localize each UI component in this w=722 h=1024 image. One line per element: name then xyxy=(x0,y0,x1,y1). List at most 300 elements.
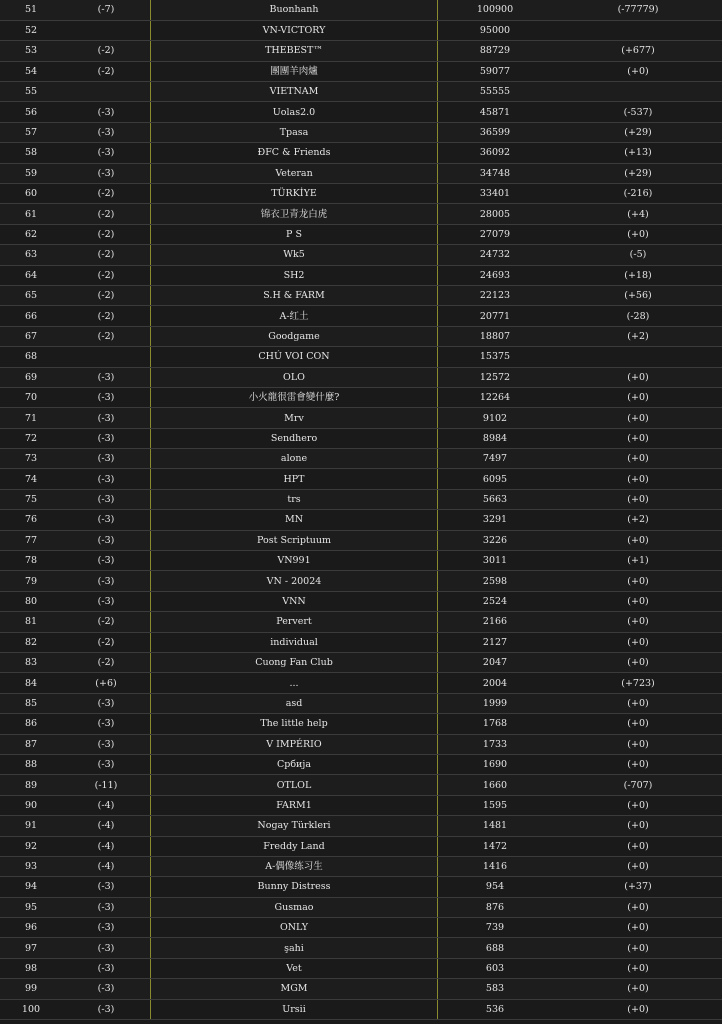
guild-name-cell: Veteran xyxy=(151,163,438,183)
rank-change-cell: (-3) xyxy=(62,734,151,754)
rank-change-cell: (-3) xyxy=(62,428,151,448)
guild-name-cell: OTLOL xyxy=(151,775,438,795)
score-change-cell: (+0) xyxy=(552,530,722,550)
table-row xyxy=(0,61,722,81)
table-row xyxy=(0,102,722,122)
score-change-cell: (+0) xyxy=(552,754,722,774)
rank-change-cell: (-2) xyxy=(62,326,151,346)
score-cell: 1999 xyxy=(438,693,553,713)
score-cell: 15375 xyxy=(438,347,553,367)
guild-name-cell: individual xyxy=(151,632,438,652)
rank-cell: 64 xyxy=(0,265,62,285)
guild-name-cell: THEBEST™ xyxy=(151,41,438,61)
table-row xyxy=(0,306,722,326)
table-row xyxy=(0,591,722,611)
rank-change-cell: (-3) xyxy=(62,489,151,509)
score-change-cell: (+0) xyxy=(552,224,722,244)
score-cell: 20771 xyxy=(438,306,553,326)
score-cell: 100900 xyxy=(438,0,553,20)
score-cell: 34748 xyxy=(438,163,553,183)
table-row xyxy=(0,224,722,244)
rank-cell: 85 xyxy=(0,693,62,713)
score-change-cell: (+0) xyxy=(552,979,722,999)
rank-cell: 79 xyxy=(0,571,62,591)
score-change-cell: (+0) xyxy=(552,938,722,958)
table-row xyxy=(0,449,722,469)
table-row xyxy=(0,0,722,20)
score-change-cell: (-5) xyxy=(552,245,722,265)
score-change-cell: (+0) xyxy=(552,408,722,428)
guild-name-cell: Wk5 xyxy=(151,245,438,265)
table-row xyxy=(0,754,722,774)
rank-change-cell: (-2) xyxy=(62,653,151,673)
guild-name-cell: Freddy Land xyxy=(151,836,438,856)
guild-name-cell: Tpasa xyxy=(151,122,438,142)
rank-cell: 86 xyxy=(0,714,62,734)
score-cell: 12572 xyxy=(438,367,553,387)
score-cell: 22123 xyxy=(438,285,553,305)
guild-name-cell: trs xyxy=(151,489,438,509)
score-change-cell xyxy=(552,20,722,40)
table-row xyxy=(0,897,722,917)
guild-name-cell: VN - 20024 xyxy=(151,571,438,591)
rank-cell: 81 xyxy=(0,612,62,632)
rank-cell: 84 xyxy=(0,673,62,693)
rank-cell: 63 xyxy=(0,245,62,265)
rank-cell: 56 xyxy=(0,102,62,122)
rank-change-cell: (-3) xyxy=(62,122,151,142)
rank-change-cell: (-3) xyxy=(62,714,151,734)
score-change-cell: (+0) xyxy=(552,999,722,1019)
table-row xyxy=(0,184,722,204)
score-change-cell: (+18) xyxy=(552,265,722,285)
rank-change-cell: (-3) xyxy=(62,469,151,489)
score-change-cell: (-707) xyxy=(552,775,722,795)
rank-cell: 70 xyxy=(0,387,62,407)
rank-change-cell: (-3) xyxy=(62,143,151,163)
guild-name-cell: A-红土 xyxy=(151,306,438,326)
score-change-cell: (-216) xyxy=(552,184,722,204)
rank-cell: 90 xyxy=(0,795,62,815)
table-row xyxy=(0,204,722,224)
table-row xyxy=(0,367,722,387)
guild-name-cell: Србија xyxy=(151,754,438,774)
table-row xyxy=(0,918,722,938)
rank-cell: 94 xyxy=(0,877,62,897)
score-cell: 7497 xyxy=(438,449,553,469)
score-cell: 1733 xyxy=(438,734,553,754)
rank-change-cell: (-2) xyxy=(62,285,151,305)
rank-change-cell: (-3) xyxy=(62,387,151,407)
rank-change-cell xyxy=(62,347,151,367)
rank-cell: 98 xyxy=(0,958,62,978)
rank-change-cell: (-2) xyxy=(62,245,151,265)
score-change-cell: (-537) xyxy=(552,102,722,122)
table-row xyxy=(0,714,722,734)
score-change-cell: (-77779) xyxy=(552,0,722,20)
table-row xyxy=(0,143,722,163)
table-row xyxy=(0,82,722,102)
rank-change-cell: (-11) xyxy=(62,775,151,795)
score-change-cell: (-28) xyxy=(552,306,722,326)
rank-cell: 92 xyxy=(0,836,62,856)
score-cell: 2004 xyxy=(438,673,553,693)
rank-cell: 80 xyxy=(0,591,62,611)
rank-cell: 60 xyxy=(0,184,62,204)
score-change-cell: (+0) xyxy=(552,591,722,611)
rank-change-cell: (-3) xyxy=(62,877,151,897)
rank-cell: 99 xyxy=(0,979,62,999)
rank-change-cell: (-3) xyxy=(62,571,151,591)
rank-cell: 54 xyxy=(0,61,62,81)
rank-change-cell: (-2) xyxy=(62,265,151,285)
guild-name-cell: OLO xyxy=(151,367,438,387)
rank-cell: 91 xyxy=(0,816,62,836)
score-cell: 28005 xyxy=(438,204,553,224)
score-change-cell: (+0) xyxy=(552,958,722,978)
score-change-cell: (+37) xyxy=(552,877,722,897)
score-change-cell: (+0) xyxy=(552,653,722,673)
table-row xyxy=(0,856,722,876)
score-cell: 88729 xyxy=(438,41,553,61)
rank-cell: 96 xyxy=(0,918,62,938)
rank-cell: 59 xyxy=(0,163,62,183)
rank-change-cell: (-3) xyxy=(62,551,151,571)
table-row xyxy=(0,632,722,652)
guild-name-cell: Uolas2.0 xyxy=(151,102,438,122)
rank-change-cell: (-3) xyxy=(62,958,151,978)
rank-change-cell: (-3) xyxy=(62,449,151,469)
score-cell: 1660 xyxy=(438,775,553,795)
score-change-cell: (+723) xyxy=(552,673,722,693)
guild-name-cell: VIETNAM xyxy=(151,82,438,102)
score-cell: 876 xyxy=(438,897,553,917)
table-row xyxy=(0,41,722,61)
rank-change-cell: (-2) xyxy=(62,224,151,244)
score-cell: 5663 xyxy=(438,489,553,509)
score-change-cell: (+0) xyxy=(552,918,722,938)
score-cell: 3291 xyxy=(438,510,553,530)
score-cell: 739 xyxy=(438,918,553,938)
table-row xyxy=(0,347,722,367)
score-change-cell: (+0) xyxy=(552,612,722,632)
rank-cell: 68 xyxy=(0,347,62,367)
rank-cell: 87 xyxy=(0,734,62,754)
rank-change-cell: (-3) xyxy=(62,999,151,1019)
score-cell: 1690 xyxy=(438,754,553,774)
score-cell: 536 xyxy=(438,999,553,1019)
score-change-cell: (+0) xyxy=(552,856,722,876)
score-change-cell: (+0) xyxy=(552,897,722,917)
score-change-cell: (+2) xyxy=(552,510,722,530)
table-row xyxy=(0,489,722,509)
score-change-cell: (+29) xyxy=(552,122,722,142)
rank-cell: 93 xyxy=(0,856,62,876)
rank-change-cell: (-2) xyxy=(62,612,151,632)
score-change-cell: (+0) xyxy=(552,449,722,469)
guild-name-cell: HPT xyxy=(151,469,438,489)
score-cell: 603 xyxy=(438,958,553,978)
score-cell: 36092 xyxy=(438,143,553,163)
score-change-cell: (+0) xyxy=(552,795,722,815)
table-row xyxy=(0,387,722,407)
guild-name-cell: Gusmao xyxy=(151,897,438,917)
score-change-cell: (+0) xyxy=(552,61,722,81)
score-change-cell: (+0) xyxy=(552,367,722,387)
table-row xyxy=(0,265,722,285)
score-change-cell: (+2) xyxy=(552,326,722,346)
table-row xyxy=(0,163,722,183)
guild-name-cell: ... xyxy=(151,673,438,693)
guild-name-cell: SH2 xyxy=(151,265,438,285)
rank-cell: 53 xyxy=(0,41,62,61)
rank-cell: 73 xyxy=(0,449,62,469)
score-cell: 6095 xyxy=(438,469,553,489)
guild-name-cell: Vet xyxy=(151,958,438,978)
rank-change-cell: (-7) xyxy=(62,0,151,20)
rank-change-cell: (-3) xyxy=(62,530,151,550)
score-cell: 2047 xyxy=(438,653,553,673)
score-change-cell: (+0) xyxy=(552,734,722,754)
rank-change-cell: (-3) xyxy=(62,693,151,713)
guild-name-cell: TÜRKİYE xyxy=(151,184,438,204)
score-cell: 95000 xyxy=(438,20,553,40)
score-cell: 36599 xyxy=(438,122,553,142)
table-row xyxy=(0,795,722,815)
rank-change-cell: (-2) xyxy=(62,41,151,61)
rank-change-cell: (-3) xyxy=(62,918,151,938)
guild-name-cell: S.H & FARM xyxy=(151,285,438,305)
guild-name-cell: Sendhero xyxy=(151,428,438,448)
score-cell: 954 xyxy=(438,877,553,897)
table-row xyxy=(0,408,722,428)
table-row xyxy=(0,938,722,958)
rank-cell: 78 xyxy=(0,551,62,571)
table-row xyxy=(0,510,722,530)
rank-change-cell: (-4) xyxy=(62,795,151,815)
guild-name-cell: MN xyxy=(151,510,438,530)
table-row xyxy=(0,571,722,591)
rank-cell: 82 xyxy=(0,632,62,652)
rank-change-cell: (-3) xyxy=(62,754,151,774)
score-change-cell: (+0) xyxy=(552,428,722,448)
table-row xyxy=(0,836,722,856)
rank-cell: 71 xyxy=(0,408,62,428)
guild-name-cell: P S xyxy=(151,224,438,244)
guild-name-cell: Pervert xyxy=(151,612,438,632)
score-cell: 2127 xyxy=(438,632,553,652)
guild-name-cell: FARM1 xyxy=(151,795,438,815)
rank-change-cell: (-3) xyxy=(62,367,151,387)
guild-name-cell: şahi xyxy=(151,938,438,958)
rank-cell: 83 xyxy=(0,653,62,673)
table-row xyxy=(0,245,722,265)
score-cell: 12264 xyxy=(438,387,553,407)
score-change-cell: (+0) xyxy=(552,469,722,489)
score-cell: 27079 xyxy=(438,224,553,244)
rank-cell: 57 xyxy=(0,122,62,142)
table-row xyxy=(0,958,722,978)
score-change-cell: (+29) xyxy=(552,163,722,183)
score-cell: 1416 xyxy=(438,856,553,876)
rank-cell: 65 xyxy=(0,285,62,305)
guild-name-cell: MGM xyxy=(151,979,438,999)
score-change-cell: (+0) xyxy=(552,571,722,591)
score-cell: 9102 xyxy=(438,408,553,428)
score-change-cell: (+4) xyxy=(552,204,722,224)
rank-cell: 66 xyxy=(0,306,62,326)
guild-name-cell: alone xyxy=(151,449,438,469)
table-row xyxy=(0,20,722,40)
table-row xyxy=(0,877,722,897)
guild-name-cell: Cuong Fan Club xyxy=(151,653,438,673)
guild-name-cell: 锦衣卫青龙白虎 xyxy=(151,204,438,224)
guild-name-cell: Mrv xyxy=(151,408,438,428)
table-row xyxy=(0,693,722,713)
guild-name-cell: Post Scriptuum xyxy=(151,530,438,550)
rank-cell: 89 xyxy=(0,775,62,795)
score-change-cell xyxy=(552,347,722,367)
rank-change-cell: (-3) xyxy=(62,897,151,917)
score-cell: 3011 xyxy=(438,551,553,571)
rank-cell: 52 xyxy=(0,20,62,40)
score-cell: 24732 xyxy=(438,245,553,265)
guild-name-cell: Goodgame xyxy=(151,326,438,346)
guild-name-cell: ONLY xyxy=(151,918,438,938)
table-row xyxy=(0,285,722,305)
score-cell: 583 xyxy=(438,979,553,999)
rank-change-cell: (-3) xyxy=(62,979,151,999)
rank-change-cell: (-2) xyxy=(62,61,151,81)
rank-cell: 74 xyxy=(0,469,62,489)
table-row xyxy=(0,530,722,550)
table-row xyxy=(0,122,722,142)
score-cell: 2524 xyxy=(438,591,553,611)
rank-change-cell: (-3) xyxy=(62,163,151,183)
rank-change-cell: (-4) xyxy=(62,836,151,856)
score-cell: 1595 xyxy=(438,795,553,815)
rank-change-cell: (-4) xyxy=(62,816,151,836)
table-row xyxy=(0,653,722,673)
table-row xyxy=(0,612,722,632)
rank-cell: 55 xyxy=(0,82,62,102)
guild-name-cell: Bunny Distress xyxy=(151,877,438,897)
rank-cell: 77 xyxy=(0,530,62,550)
rank-change-cell: (-3) xyxy=(62,102,151,122)
score-cell: 688 xyxy=(438,938,553,958)
rank-change-cell: (-2) xyxy=(62,184,151,204)
table-row xyxy=(0,673,722,693)
score-cell: 33401 xyxy=(438,184,553,204)
rank-change-cell: (-3) xyxy=(62,408,151,428)
table-row xyxy=(0,428,722,448)
guild-name-cell: VN-VICTORY xyxy=(151,20,438,40)
score-cell: 1768 xyxy=(438,714,553,734)
table-row xyxy=(0,775,722,795)
rank-cell: 69 xyxy=(0,367,62,387)
rank-change-cell xyxy=(62,20,151,40)
score-cell: 24693 xyxy=(438,265,553,285)
score-cell: 1472 xyxy=(438,836,553,856)
guild-name-cell: Nogay Türkleri xyxy=(151,816,438,836)
rank-cell: 67 xyxy=(0,326,62,346)
table-row xyxy=(0,979,722,999)
table-row xyxy=(0,816,722,836)
table-row xyxy=(0,469,722,489)
score-cell: 2166 xyxy=(438,612,553,632)
score-change-cell: (+0) xyxy=(552,836,722,856)
table-row xyxy=(0,999,722,1019)
score-change-cell: (+677) xyxy=(552,41,722,61)
score-cell: 18807 xyxy=(438,326,553,346)
score-change-cell: (+13) xyxy=(552,143,722,163)
score-change-cell: (+0) xyxy=(552,489,722,509)
rank-change-cell xyxy=(62,82,151,102)
guild-name-cell: The little help xyxy=(151,714,438,734)
guild-name-cell: 團團羊肉爐 xyxy=(151,61,438,81)
rank-cell: 72 xyxy=(0,428,62,448)
score-cell: 1481 xyxy=(438,816,553,836)
rank-cell: 97 xyxy=(0,938,62,958)
rank-change-cell: (-3) xyxy=(62,510,151,530)
score-change-cell: (+0) xyxy=(552,714,722,734)
score-change-cell: (+1) xyxy=(552,551,722,571)
rank-cell: 75 xyxy=(0,489,62,509)
rank-cell: 62 xyxy=(0,224,62,244)
guild-name-cell: Buonhanh xyxy=(151,0,438,20)
guild-name-cell: ĐFC & Friends xyxy=(151,143,438,163)
score-cell: 3226 xyxy=(438,530,553,550)
score-cell: 2598 xyxy=(438,571,553,591)
score-cell: 45871 xyxy=(438,102,553,122)
score-cell: 8984 xyxy=(438,428,553,448)
score-cell: 59077 xyxy=(438,61,553,81)
rank-change-cell: (-4) xyxy=(62,856,151,876)
guild-name-cell: Ursii xyxy=(151,999,438,1019)
score-change-cell: (+0) xyxy=(552,632,722,652)
rank-cell: 76 xyxy=(0,510,62,530)
score-change-cell xyxy=(552,82,722,102)
rank-change-cell: (-2) xyxy=(62,632,151,652)
rank-change-cell: (-3) xyxy=(62,591,151,611)
guild-name-cell: VNN xyxy=(151,591,438,611)
guild-name-cell: VN991 xyxy=(151,551,438,571)
score-change-cell: (+0) xyxy=(552,387,722,407)
rank-cell: 58 xyxy=(0,143,62,163)
rank-change-cell: (-3) xyxy=(62,938,151,958)
rank-cell: 61 xyxy=(0,204,62,224)
score-change-cell: (+0) xyxy=(552,816,722,836)
guild-name-cell: 小火龍很雷會變什麼? xyxy=(151,387,438,407)
rank-change-cell: (+6) xyxy=(62,673,151,693)
rank-cell: 51 xyxy=(0,0,62,20)
rank-cell: 95 xyxy=(0,897,62,917)
table-row xyxy=(0,551,722,571)
table-row xyxy=(0,734,722,754)
guild-name-cell: A-偶像练习生 xyxy=(151,856,438,876)
guild-name-cell: asd xyxy=(151,693,438,713)
guild-name-cell: V IMPÉRIO xyxy=(151,734,438,754)
table-row xyxy=(0,326,722,346)
score-change-cell: (+56) xyxy=(552,285,722,305)
rank-cell: 88 xyxy=(0,754,62,774)
guild-name-cell: CHÚ VOI CON xyxy=(151,347,438,367)
score-cell: 55555 xyxy=(438,82,553,102)
score-change-cell: (+0) xyxy=(552,693,722,713)
rank-change-cell: (-2) xyxy=(62,204,151,224)
rank-cell: 100 xyxy=(0,999,62,1019)
rank-change-cell: (-2) xyxy=(62,306,151,326)
